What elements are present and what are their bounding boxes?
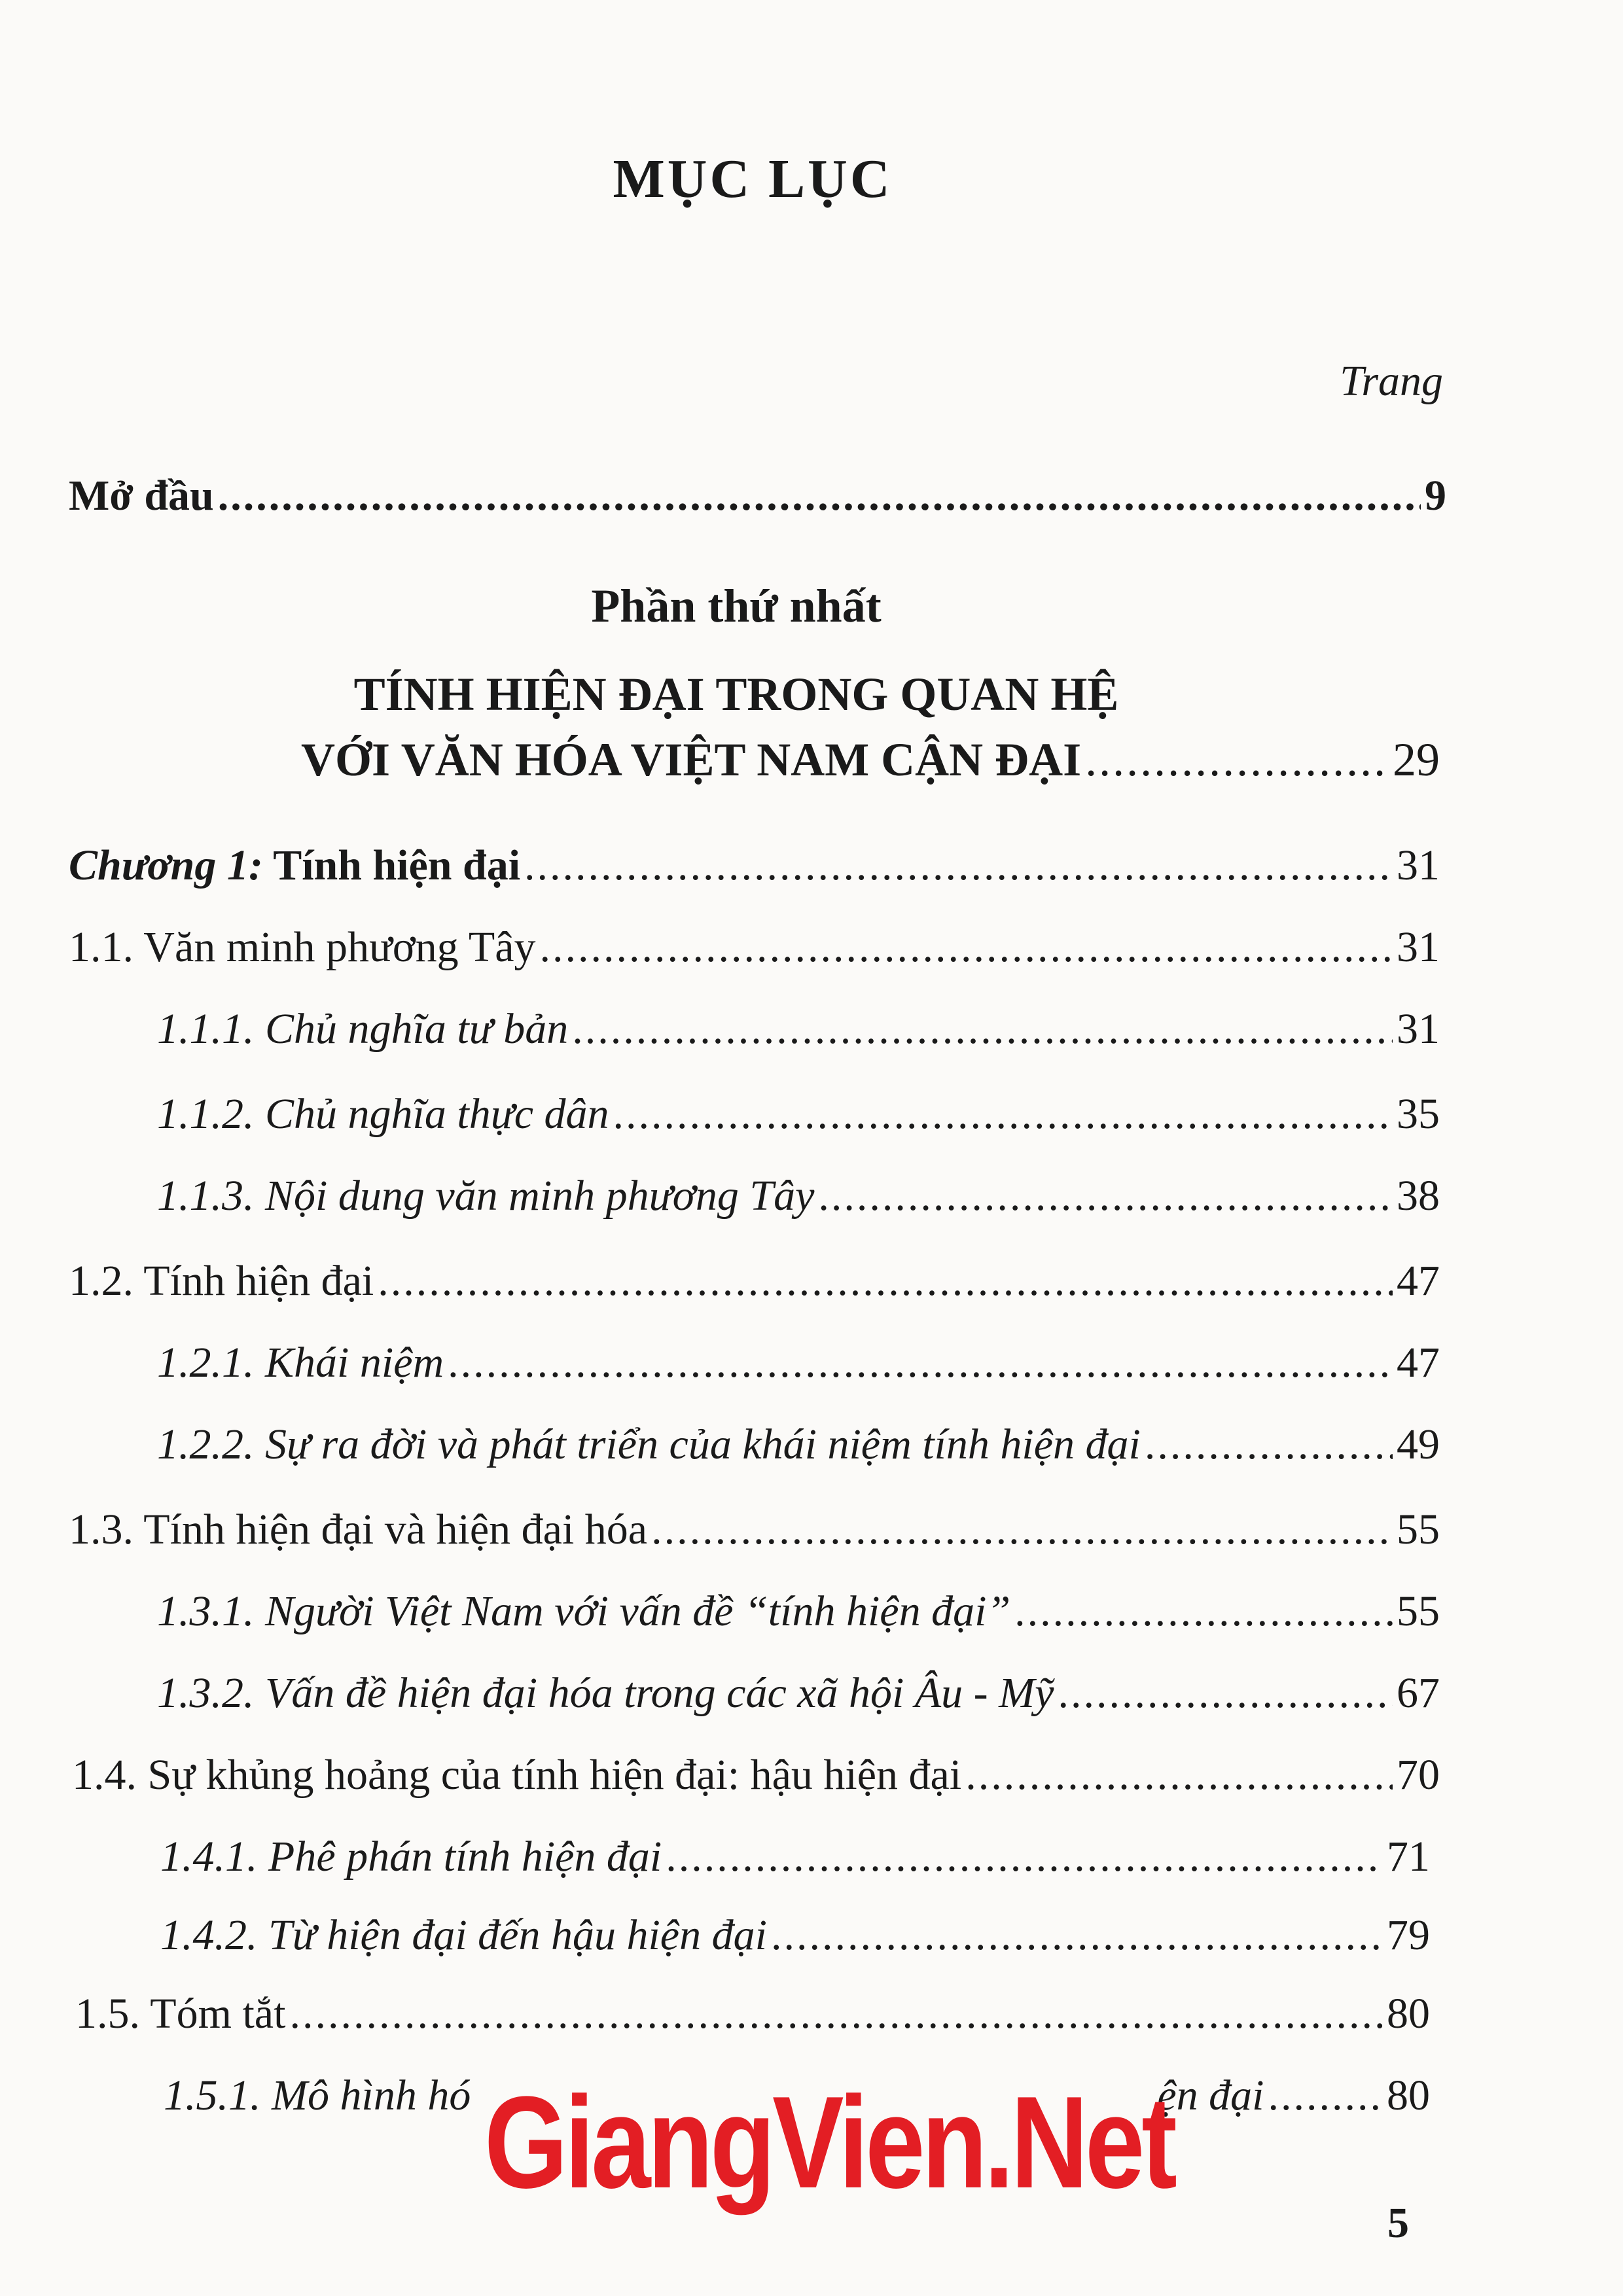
watermark-logo: GiangVien.Net	[484, 2068, 1021, 2218]
dot-leader	[524, 841, 1393, 891]
toc-entry[interactable]	[69, 1256, 1440, 1306]
toc-entry-label-tail: ện đại	[1157, 2072, 1264, 2119]
toc-entry-page: 80	[1387, 2072, 1430, 2119]
toc-entry-label: 1.3.2. Vấn đề hiện đại hóa trong các xã hội Âu - Mỹ	[157, 1669, 1054, 1717]
dot-leader	[965, 1750, 1393, 1800]
toc-entry[interactable]	[160, 1832, 1430, 1882]
toc-entry-intro[interactable]	[69, 471, 1446, 521]
toc-entry[interactable]	[157, 1004, 1440, 1054]
dot-leader	[540, 923, 1393, 972]
toc-entry[interactable]	[157, 1587, 1440, 1636]
toc-entry[interactable]	[75, 1989, 1430, 2039]
toc-entry-page: 67	[1397, 1669, 1440, 1717]
page-number: 5	[1387, 2199, 1409, 2247]
toc-entry-label: 1.5. Tóm tắt	[75, 1990, 286, 2038]
dot-leader	[289, 1989, 1383, 2039]
dot-leader	[666, 1832, 1383, 1882]
dot-leader	[218, 471, 1421, 521]
toc-entry-page: 29	[1393, 733, 1440, 786]
dot-leader	[448, 1338, 1393, 1388]
toc-entry-label: 1.1. Văn minh phương Tây	[69, 923, 536, 971]
toc-entry-label: 1.4.1. Phê phán tính hiện đại	[160, 1833, 662, 1881]
toc-entry-label: 1.4. Sự khủng hoảng của tính hiện đại: hậu hiện đại	[72, 1751, 962, 1799]
dot-leader	[1085, 733, 1389, 787]
page-title: MỤC LỤC	[613, 149, 893, 209]
toc-entry[interactable]	[69, 1505, 1440, 1555]
toc-entry-page: 9	[1425, 472, 1446, 520]
toc-entry-label: Mở đầu	[69, 472, 214, 520]
toc-entry-label: 1.3. Tính hiện đại và hiện đại hóa	[69, 1506, 648, 1553]
toc-entry-label: 1.2.1. Khái niệm	[157, 1339, 444, 1386]
toc-entry-page: 31	[1397, 923, 1440, 971]
toc-entry-page: 70	[1397, 1751, 1440, 1799]
toc-entry-page: 49	[1397, 1421, 1440, 1468]
toc-entry-label: 1.2. Tính hiện đại	[69, 1257, 374, 1305]
toc-entry[interactable]	[157, 1669, 1440, 1718]
toc-entry-label: 1.4.2. Từ hiện đại đến hậu hiện đại	[160, 1911, 767, 1959]
dot-leader-tail: .........	[1268, 2072, 1383, 2119]
toc-entry-label: 1.1.1. Chủ nghĩa tư bản	[157, 1005, 569, 1053]
dot-leader	[1014, 1587, 1393, 1636]
toc-entry-page: 55	[1397, 1587, 1440, 1635]
toc-entry-page: 47	[1397, 1339, 1440, 1386]
dot-leader	[613, 1089, 1393, 1139]
toc-entry-page: 35	[1397, 1090, 1440, 1138]
toc-entry[interactable]	[157, 1420, 1440, 1470]
toc-entry[interactable]	[72, 1750, 1440, 1800]
toc-entry-part[interactable]	[301, 733, 1440, 787]
toc-entry-label: 1.1.3. Nội dung văn minh phương Tây	[157, 1172, 815, 1220]
toc-entry-page: 38	[1397, 1172, 1440, 1220]
toc-entry-page: 31	[1397, 1005, 1440, 1053]
toc-entry-page: 71	[1387, 1833, 1430, 1881]
toc-entry[interactable]	[157, 1171, 1440, 1221]
toc-entry-page: 55	[1397, 1506, 1440, 1553]
toc-entry-page: 31	[1397, 841, 1440, 889]
toc-entry-label: VỚI VĂN HÓA VIỆT NAM CẬN ĐẠI	[301, 733, 1082, 786]
dot-leader	[378, 1256, 1393, 1306]
chapter-prefix: Chương 1:	[69, 841, 263, 889]
toc-entry-page: 79	[1387, 1911, 1430, 1959]
part-heading: Phần thứ nhất	[591, 580, 882, 632]
toc-entry[interactable]	[157, 1338, 1440, 1388]
dot-leader	[1058, 1669, 1393, 1718]
dot-leader	[1145, 1420, 1393, 1470]
chapter-name: Tính hiện đại	[273, 841, 521, 889]
toc-entry-label: 1.2.2. Sự ra đời và phát triển của khái niệm tính hiện đại	[157, 1421, 1141, 1468]
page-column-label: Trang	[1340, 357, 1443, 405]
dot-leader	[651, 1505, 1393, 1555]
dot-leader	[818, 1171, 1393, 1221]
dot-leader	[771, 1911, 1383, 1960]
toc-entry-label: 1.1.2. Chủ nghĩa thực dân	[157, 1090, 609, 1138]
toc-entry-page: 80	[1387, 1990, 1430, 2038]
toc-entry-page: 47	[1397, 1257, 1440, 1305]
toc-entry[interactable]	[157, 1089, 1440, 1139]
toc-entry[interactable]	[160, 1911, 1430, 1960]
toc-entry-chapter[interactable]	[69, 841, 1440, 891]
toc-entry[interactable]	[69, 923, 1440, 972]
part-title-line1: TÍNH HIỆN ĐẠI TRONG QUAN HỆ	[353, 668, 1119, 720]
dot-leader	[572, 1004, 1393, 1054]
toc-entry-label: 1.5.1. Mô hình hó	[164, 2072, 471, 2119]
toc-entry-label: 1.3.1. Người Việt Nam với vấn đề “tính hiện đại”	[157, 1587, 1011, 1635]
